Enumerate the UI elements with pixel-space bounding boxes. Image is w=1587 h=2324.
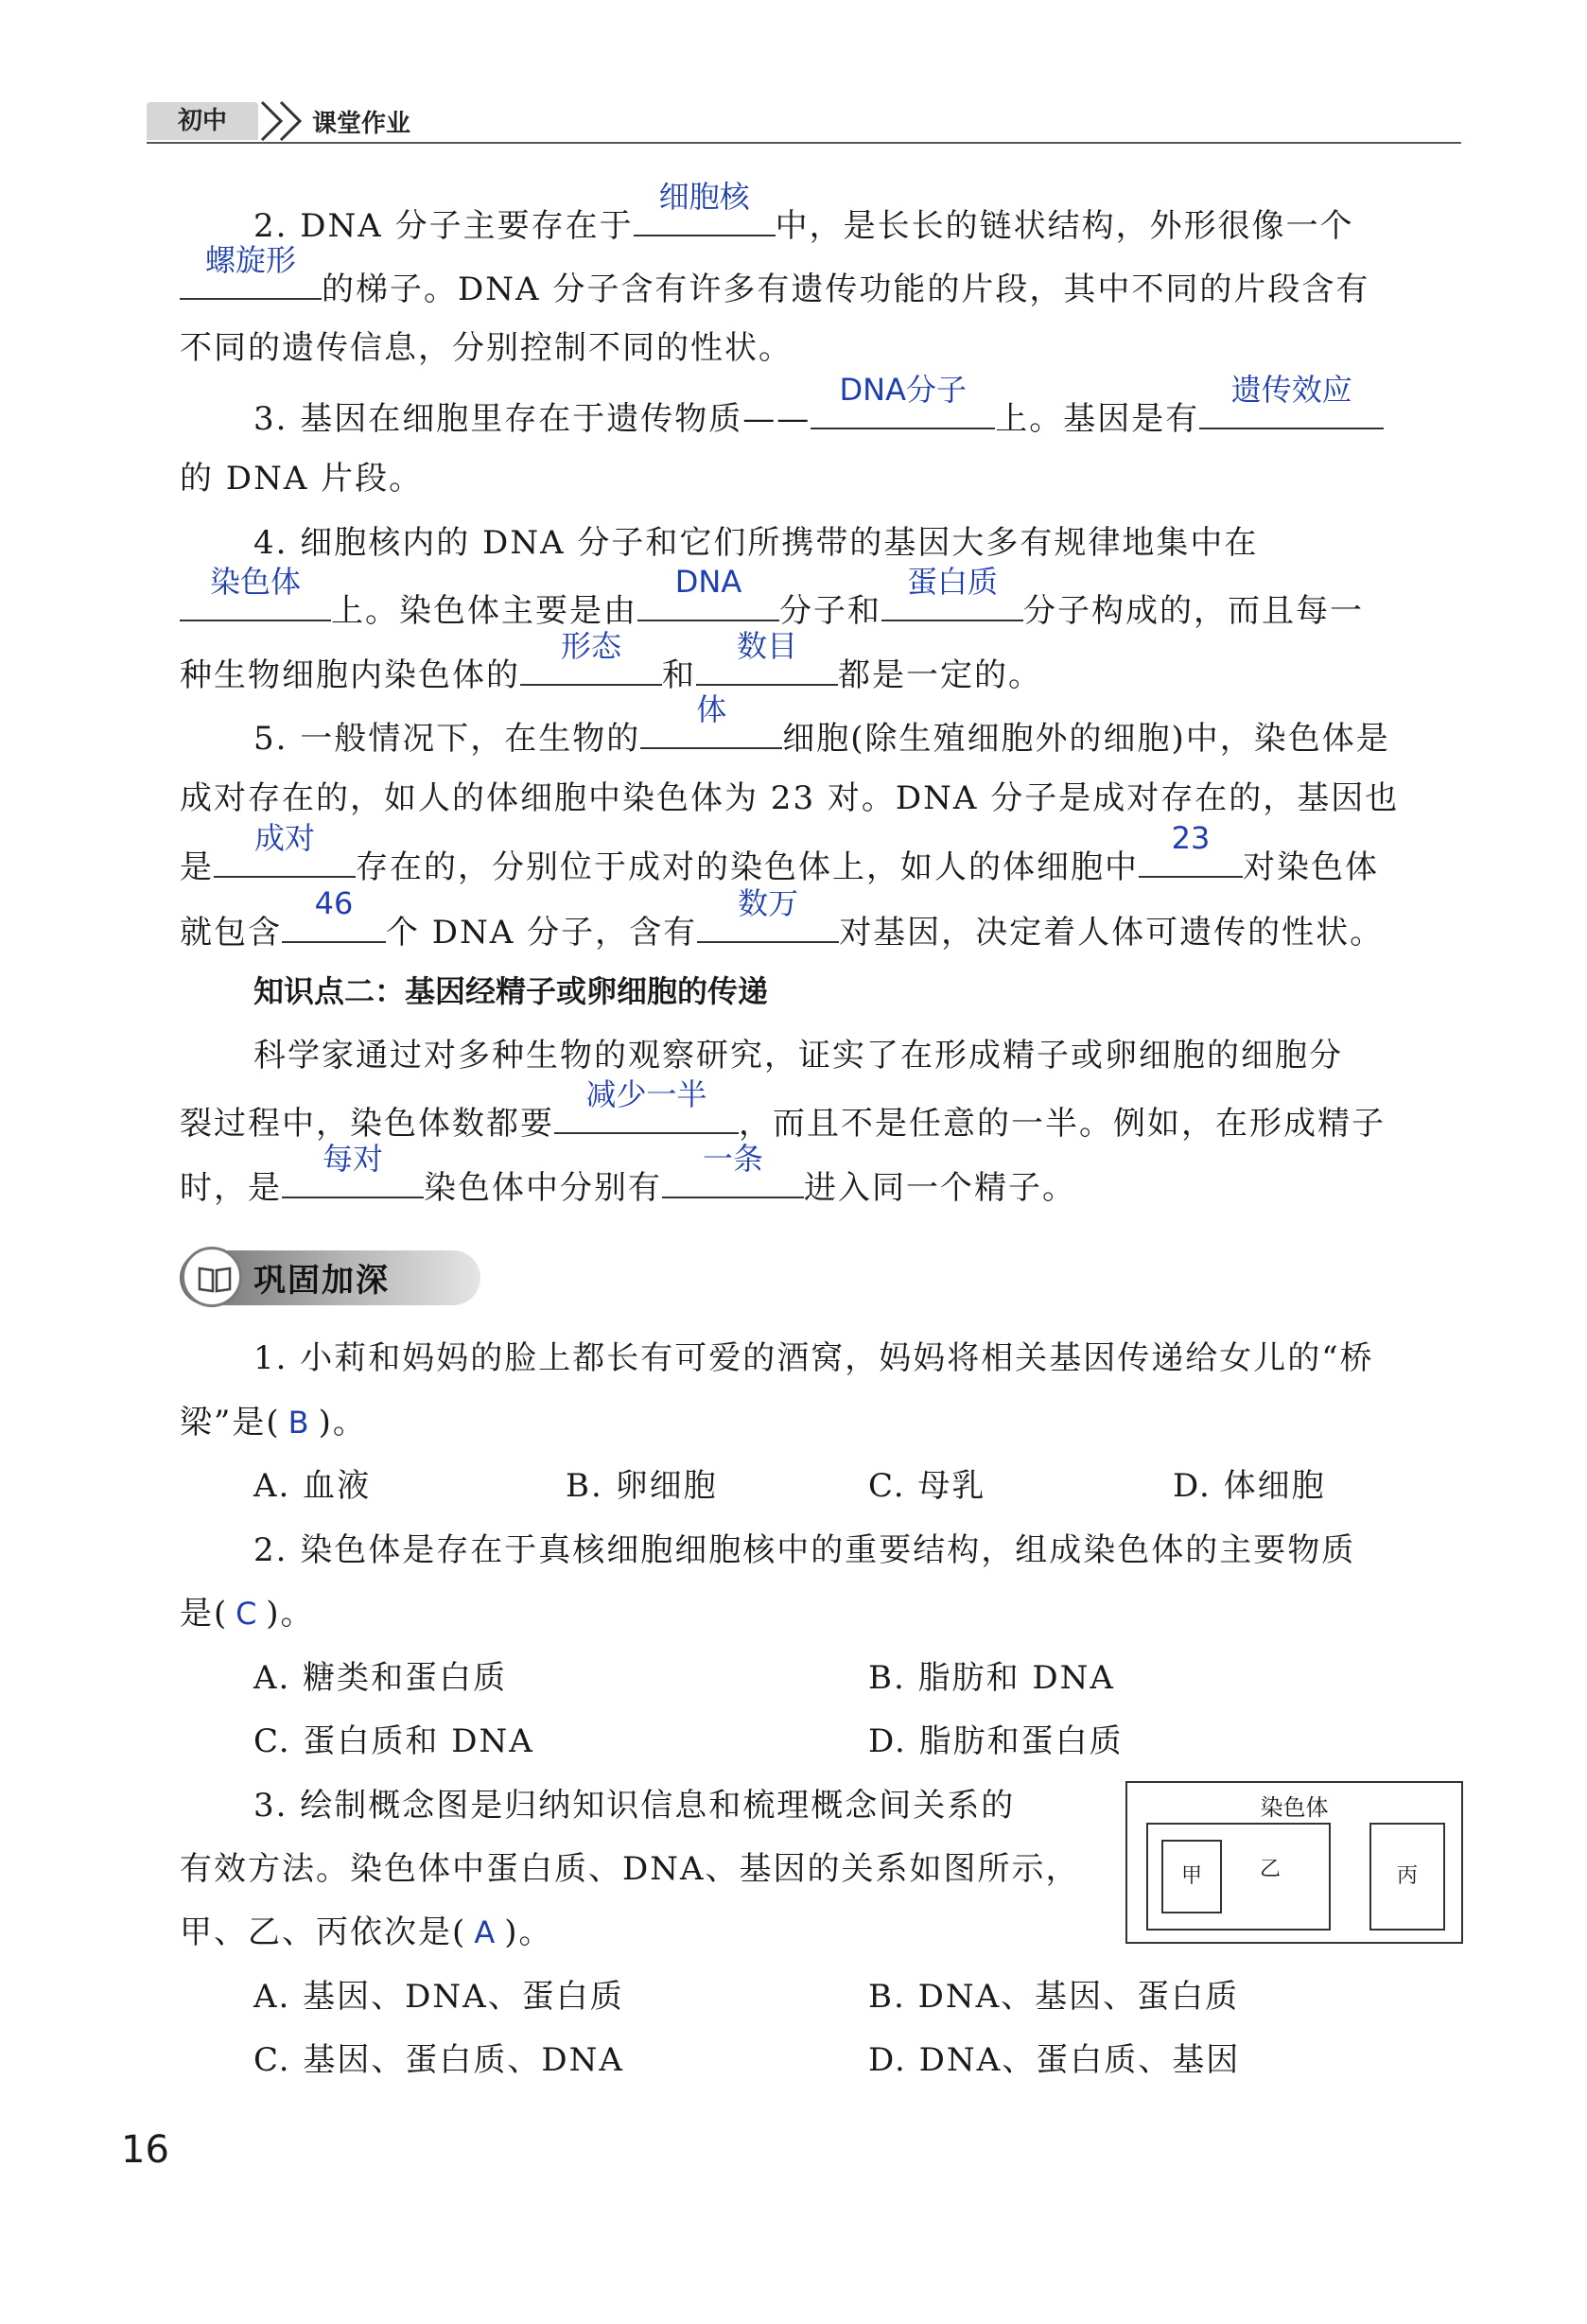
p5-line4 — [180, 885, 1461, 957]
answer: 减少一半 — [585, 1076, 707, 1112]
page-header — [147, 95, 1461, 144]
text: 染色体中分别有 — [424, 1169, 662, 1207]
p4-line3 — [180, 628, 1461, 700]
answer: 数万 — [738, 885, 799, 921]
answer: 体 — [696, 691, 727, 727]
answer: DNA分子 — [839, 372, 967, 408]
q3-option-b[interactable]: B. DNA、基因、蛋白质 — [868, 1978, 1240, 2016]
blank[interactable] — [634, 179, 776, 236]
blank[interactable] — [554, 1076, 739, 1134]
text: 细胞(除生殖细胞外的细胞)中，染色体是 — [782, 720, 1390, 758]
open-book-icon — [198, 1263, 232, 1295]
q2-option-d[interactable]: D. 脂肪和蛋白质 — [868, 1722, 1124, 1760]
p2-line3: 不同的遗传信息，分别控制不同的性状。 — [180, 329, 793, 367]
answer: 螺旋形 — [204, 242, 296, 278]
q3-option-d[interactable]: D. DNA、蛋白质、基因 — [868, 2041, 1241, 2079]
header-tab: 初中 — [147, 102, 258, 140]
blank[interactable] — [662, 1141, 804, 1198]
answer: 一条 — [702, 1141, 763, 1177]
text: 对染色体 — [1243, 848, 1379, 886]
q1-option-b[interactable]: B. 卵细胞 — [566, 1467, 718, 1505]
text: 是( — [180, 1595, 229, 1633]
answer: 46 — [314, 885, 354, 921]
blank[interactable] — [637, 564, 779, 621]
blank[interactable] — [180, 564, 331, 621]
answer: 蛋白质 — [906, 564, 998, 600]
q3-line1: 3. 绘制概念图是归纳知识信息和梳理概念间关系的 — [253, 1787, 1016, 1825]
answer: DNA — [674, 564, 742, 600]
blank[interactable] — [214, 820, 356, 878]
text: 进入同一个精子。 — [804, 1169, 1076, 1207]
q2-line2 — [180, 1589, 1461, 1638]
text: 分子和 — [779, 592, 881, 630]
q3-line3 — [180, 1908, 1107, 1957]
blank[interactable] — [811, 372, 995, 429]
kp2-line1: 科学家通过对多种生物的观察研究，证实了在形成精子或卵细胞的细胞分 — [253, 1037, 1343, 1075]
q3-line2: 有效方法。染色体中蛋白质、DNA、基因的关系如图所示， — [180, 1850, 1080, 1888]
p2-line2 — [180, 242, 1461, 314]
text: ，而且不是任意的一半。例如，在形成精子 — [739, 1105, 1386, 1143]
header-title: 课堂作业 — [312, 110, 411, 138]
p3-line2: 的 DNA 片段。 — [180, 460, 424, 498]
answer: 细胞核 — [658, 179, 750, 215]
answer: 23 — [1171, 820, 1211, 856]
q3-option-c[interactable]: C. 基因、蛋白质、DNA — [253, 2041, 624, 2079]
text: 梁”是( — [180, 1404, 281, 1442]
blank[interactable] — [640, 691, 782, 749]
p5-line1 — [253, 691, 1535, 763]
diagram-right-box: 丙 — [1369, 1823, 1445, 1931]
text: 都是一定的。 — [838, 656, 1042, 694]
text: 和 — [662, 656, 696, 694]
p5-line2: 成对存在的，如人的体细胞中染色体为 23 对。DNA 分子是成对存在的，基因也 — [180, 779, 1400, 817]
blank[interactable] — [1139, 820, 1243, 878]
text: 甲、乙、丙依次是( — [180, 1913, 467, 1951]
answer: C — [235, 1596, 259, 1632]
blank[interactable] — [1199, 372, 1384, 429]
answer: 染色体 — [209, 564, 301, 600]
answer: 数目 — [736, 628, 797, 664]
text: 5. 一般情况下，在生物的 — [253, 720, 641, 758]
answer: 形态 — [560, 628, 621, 664]
text: 对基因，决定着人体可遗传的性状。 — [839, 914, 1385, 952]
text: 种生物细胞内染色体的 — [180, 656, 520, 694]
text: 上。基因是有 — [995, 400, 1200, 438]
q2-option-a[interactable]: A. 糖类和蛋白质 — [253, 1659, 508, 1697]
text: 分子构成的，而且每一 — [1023, 592, 1364, 630]
section-badge — [180, 1247, 482, 1309]
badge-circle — [182, 1247, 242, 1307]
header-rule — [147, 142, 1461, 144]
q2-line1: 2. 染色体是存在于真核细胞细胞核中的重要结构，组成染色体的主要物质 — [253, 1531, 1356, 1569]
q1-option-c[interactable]: C. 母乳 — [868, 1467, 986, 1505]
q1-option-a[interactable]: A. 血液 — [253, 1467, 372, 1505]
answer: B — [288, 1405, 311, 1441]
text: )。 — [266, 1595, 315, 1633]
text: 个 DNA 分子，含有 — [386, 914, 698, 952]
text: 存在的，分别位于成对的染色体上，如人的体细胞中 — [356, 848, 1139, 886]
text: 上。染色体主要是由 — [331, 592, 637, 630]
p3-line1 — [253, 372, 1535, 444]
text: )。 — [318, 1404, 367, 1442]
section-title: 巩固加深 — [253, 1262, 390, 1300]
q1-option-d[interactable]: D. 体细胞 — [1173, 1467, 1326, 1505]
kp2-line3 — [180, 1141, 1461, 1213]
blank[interactable] — [282, 1141, 424, 1198]
text: 2. DNA 分子主要存在于 — [253, 207, 634, 245]
concept-diagram — [1125, 1781, 1463, 1944]
text: 3. 基因在细胞里存在于遗传物质—— — [253, 400, 811, 438]
answer: 遗传效应 — [1230, 372, 1352, 408]
answer: 每对 — [322, 1141, 383, 1177]
q2-option-b[interactable]: B. 脂肪和 DNA — [868, 1659, 1115, 1697]
blank[interactable] — [180, 242, 322, 300]
text: 时，是 — [180, 1169, 282, 1207]
q2-option-c[interactable]: C. 蛋白质和 DNA — [253, 1722, 534, 1760]
text: 中，是长长的链状结构，外形很像一个 — [775, 207, 1354, 245]
text: 是 — [180, 848, 214, 886]
knowledge-point-title: 知识点二：基因经精子或卵细胞的传递 — [253, 973, 769, 1009]
text: 裂过程中，染色体数都要 — [180, 1105, 554, 1143]
blank[interactable] — [881, 564, 1023, 621]
diagram-outer-label: 染色体 — [1260, 1794, 1329, 1821]
text: )。 — [504, 1913, 553, 1951]
q3-option-a[interactable]: A. 基因、DNA、蛋白质 — [253, 1978, 624, 2016]
q1-line2 — [180, 1398, 1461, 1447]
p2-line1 — [253, 179, 1535, 251]
text: 的梯子。DNA 分子含有许多有遗传功能的片段，其中不同的片段含有 — [322, 271, 1370, 308]
diagram-middle-label: 乙 — [1260, 1858, 1282, 1881]
blank[interactable] — [520, 628, 662, 686]
q1-line1: 1. 小莉和妈妈的脸上都长有可爱的酒窝，妈妈将相关基因传递给女儿的“桥 — [253, 1339, 1374, 1377]
blank[interactable] — [696, 628, 838, 686]
blank[interactable] — [697, 885, 839, 943]
page-number: 16 — [121, 2128, 169, 2172]
text: 就包含 — [180, 914, 282, 952]
p4-line1: 4. 细胞核内的 DNA 分子和它们所携带的基因大多有规律地集中在 — [253, 524, 1259, 562]
answer: A — [474, 1914, 497, 1950]
answer: 成对 — [253, 820, 315, 856]
diagram-middle-box — [1146, 1823, 1331, 1931]
diagram-inner-box: 甲 — [1161, 1840, 1222, 1913]
blank[interactable] — [282, 885, 386, 943]
